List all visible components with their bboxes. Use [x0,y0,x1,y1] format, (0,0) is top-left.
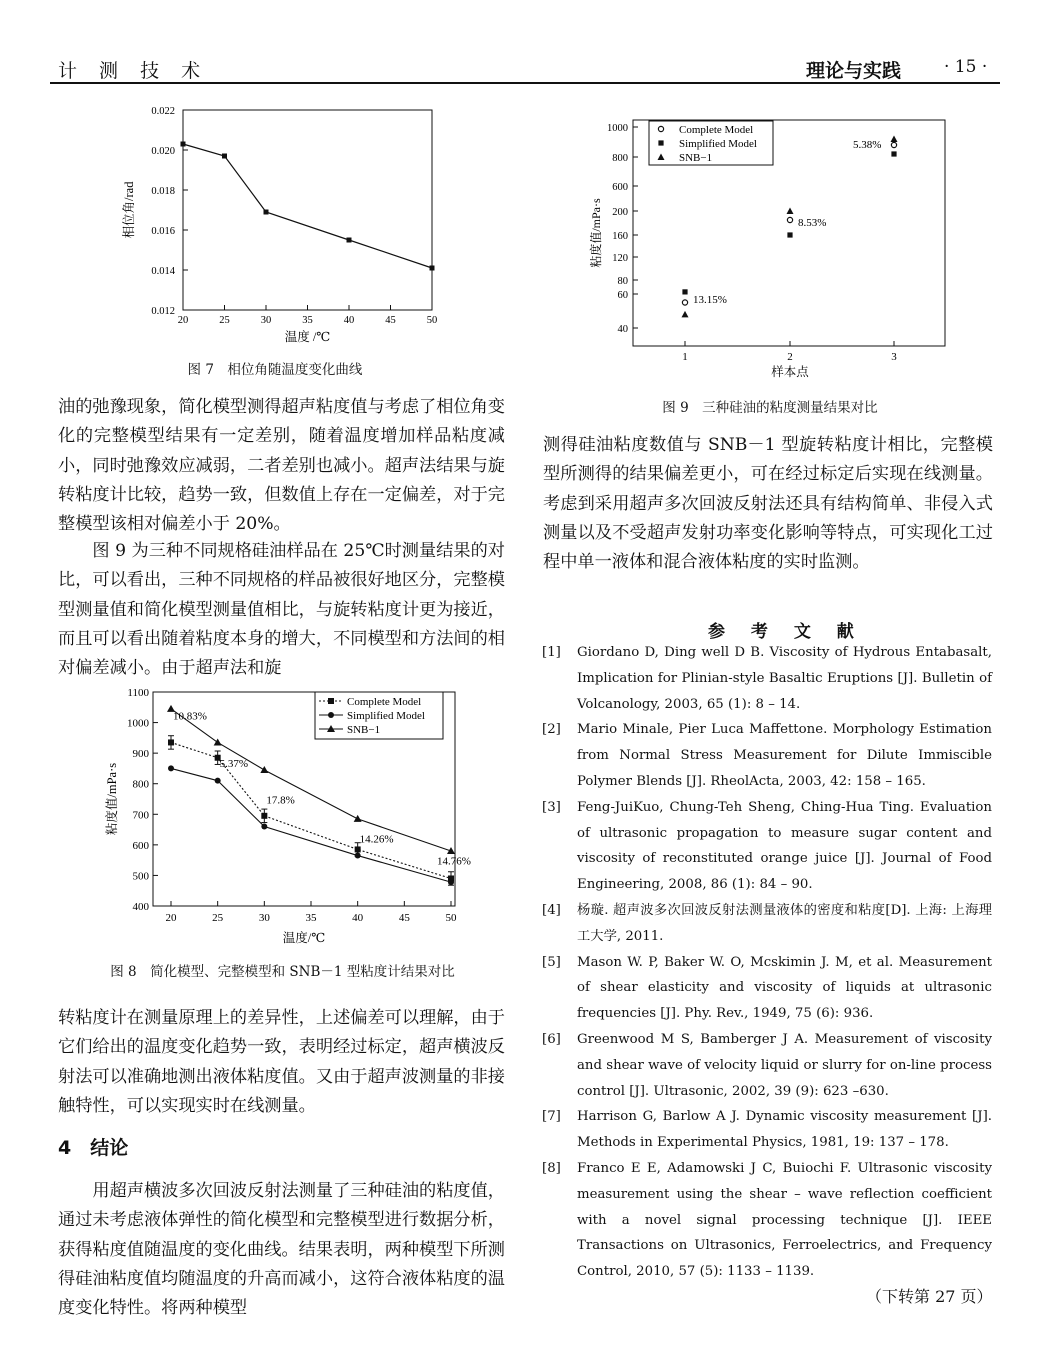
reference-item [542,898,992,950]
x-tick-label: 45 [398,912,410,924]
x-tick-label: 20 [177,315,189,326]
annotation-label: 5.37% [219,757,249,770]
x-tick-label: 30 [258,912,270,924]
series-line [171,742,451,878]
body-paragraph-right: 测得硅油粘度数值与 SNB－1 型旋转粘度计相比，完整模型所测得的结果偏差更小，可在经过标定后实现在线测量。考虑到采用超声多次回波反射法还具有结构简单、非侵入式测量以及不受超声发射功率变化影响等特点，可实现化工过程中单一液体和混合液体粘度的实时监测。 [543,435,993,573]
y-tick-label: 800 [132,778,149,791]
reference-text: Harrison G, Barlow A J. Dynamic viscosity measurement [J]. Methods in Experimental Physics, 1981, 19: 137 – 178. [577,1109,992,1151]
data-point [328,698,334,704]
annotation-label: 14.76% [437,855,471,868]
y-axis-label: 粘度值/mPa·s [589,198,603,268]
y-tick-label: 1100 [127,687,149,699]
y-axis-label: 相位角/rad [122,181,136,239]
x-tick-label: 30 [260,315,272,326]
y-tick-label: 60 [617,290,628,301]
data-point [682,311,689,318]
legend-label: Complete Model [347,696,422,708]
legend-label: Complete Model [679,124,754,136]
annotation-label: 14.26% [359,833,394,846]
y-tick-label: 0.012 [151,306,175,317]
annotation-label: 13.15% [693,294,727,306]
x-tick-label: 35 [305,912,317,924]
reference-number: [4] [542,902,561,918]
data-point [891,151,896,156]
references-heading: 参 考 文 献 [708,622,864,642]
x-tick-label: 50 [426,315,438,326]
y-tick-label: 120 [612,253,628,264]
reference-number: [1] [542,645,561,660]
body-paragraph-4: 用超声横波多次回波反射法测量了三种硅油的粘度值，通过未考虑液体弹性的简化模型和完整模型进行数据分析，获得粘度值随温度的变化曲线。结果表明，两种模型下所测得硅油粘度值均随温度的升高而减小，这符合液体粘度的温度变化特性。将两种模型 [58,1181,505,1319]
y-tick-label: 400 [132,901,149,913]
reference-number: [2] [542,722,561,738]
x-tick-label: 35 [302,315,313,326]
reference-item [542,640,992,717]
x-tick-label: 40 [343,315,355,326]
y-axis-label: 粘度值/mPa·s [105,762,119,836]
data-point [222,154,227,159]
reference-number: [5] [542,954,561,970]
legend-label: SNB−1 [679,152,713,164]
data-point [181,142,186,147]
reference-item [542,950,992,1027]
data-point [328,712,334,718]
data-point [215,778,221,784]
y-tick-label: 500 [132,870,149,883]
y-tick-label: 1000 [127,717,149,730]
plot-frame [183,110,432,310]
legend-label: Simplified Model [679,138,757,150]
y-tick-label: 800 [612,153,628,164]
data-point [787,232,792,237]
data-point [682,300,687,305]
x-axis-label: 温度/℃ [282,931,326,945]
figure-7-caption: 图 7 相位角随温度变化曲线 [187,362,363,378]
section-title: 理论与实践 [806,60,902,82]
y-tick-label: 600 [612,182,628,193]
body-paragraph-1: 油的弛豫现象，简化模型测得超声粘度值与考虑了相位角变化的完整模型结果有一定差别，随着温度增加样品粘度减小，同时弛豫效应减弱，二者差别也减小。超声法结果与旋转粘度计比较，趋势一致，但数值上存在一定偏差，对于完整模型该相对偏差小于 20%。 [58,397,505,535]
y-tick-label: 1000 [607,123,628,134]
reference-item [542,1027,992,1104]
reference-item [542,1104,992,1156]
data-point [682,289,687,294]
data-point [891,142,896,147]
data-point [354,815,362,822]
reference-item [542,1156,992,1285]
y-tick-label: 0.018 [151,186,175,197]
y-tick-label: 600 [132,839,149,852]
data-point [891,136,898,143]
figure-9-chart [585,110,955,382]
x-tick-label: 3 [891,351,897,363]
header-rule [50,82,1000,84]
y-tick-label: 0.014 [151,266,175,277]
y-tick-label: 700 [132,809,149,822]
y-tick-label: 40 [617,324,628,335]
data-point [168,765,174,771]
annotation-label: 10.83% [173,710,207,723]
x-tick-label: 1 [682,351,688,363]
body-paragraph-3: 转粘度计在测量原理上的差异性，上述偏差可以理解，由于它们给出的温度变化趋势一致，表明经过标定，超声横波反射法可以准确地测出液体粘度值。又由于超声波测量的非接触特性，可以实现实时在线测量。 [58,1008,505,1116]
x-tick-label: 45 [385,315,396,326]
figure-9-caption: 图 9 三种硅油的粘度测量结果对比 [662,400,878,416]
figure-7-chart [105,98,445,356]
legend-label: Simplified Model [347,710,425,722]
x-tick-label: 50 [445,912,457,924]
data-point [430,266,435,271]
reference-number: [6] [542,1031,561,1047]
page-number: · 15 · [944,57,988,77]
reference-item [542,795,992,898]
y-tick-label: 200 [612,207,628,218]
data-point [787,208,794,215]
reference-text: Greenwood M S, Bamberger J A. Measurement of viscosity and shear wave of velocity liquid or slurry for on-line process control [J]. Ultrasonic, 2002, 39 (9): 623 –630. [577,1031,992,1099]
figure-8-chart [90,680,480,948]
annotation-label: 17.8% [266,794,295,807]
journal-title: 计 测 技 术 [58,60,209,82]
data-point [658,126,663,131]
y-tick-label: 80 [617,276,628,287]
data-point [658,140,663,145]
x-tick-label: 25 [219,315,230,326]
annotation-label: 5.38% [853,139,882,151]
reference-text: Mario Minale, Pier Luca Maffettone. Morphology Estimation from Normal Stress Measurement for Dilute Immiscible Polymer Blends [J]. RheolActa, 2003, 42: 158 – 165. [577,722,992,789]
body-paragraph-2: 图 9 为三种不同规格硅油样品在 25℃时测量结果的对比，可以看出，三种不同规格的样品被很好地区分，完整模型测量值和简化模型测量值相比，与旋转粘度计更为接近，而且可以看出随着粘度本身的增大，不同模型和方法间的相对偏差减小。由于超声法和旋 [58,541,505,679]
data-point [214,738,222,745]
reference-text: Feng-JuiKuo, Chung-Teh Sheng, Ching-Hua Ting. Evaluation of ultrasonic propagation to measure sugar content and viscosity of reconstituted orange juice [J]. Journal of Food Engineering, 2008, 86 (1): 84 – 90. [577,799,992,893]
reference-text: Giordano D, Ding well D B. Viscosity of Hydrous Entabasalt, Implication for Plinian-style Basaltic Eruptions [J]. Bulletin of Volcanology, 2003, 65 (1): 8 – 14. [577,645,992,712]
x-axis-label: 温度 /℃ [284,330,331,344]
reference-text: 杨璇. 超声波多次回波反射法测量液体的密度和粘度[D]. 上海: 上海理工大学, 2011. [577,902,992,944]
data-point [787,217,792,222]
reference-number: [8] [542,1160,561,1176]
reference-text: Mason W. P, Baker W. O, Mcskimin J. M, et al. Measurement of shear elasticity and viscosity of liquids at ultrasonic frequencies [J]. Phy. Rev., 1949, 75 (6): 936. [577,954,992,1022]
figure-8-caption: 图 8 简化模型、完整模型和 SNB－1 型粘度计结果对比 [110,964,455,980]
y-tick-label: 900 [132,748,149,761]
reference-number: [3] [542,799,561,815]
data-line [183,144,432,268]
y-tick-label: 0.020 [151,146,175,157]
data-point [347,238,352,243]
x-tick-label: 20 [165,912,177,924]
data-point [260,766,268,773]
references-list [542,640,992,1285]
reference-text: Franco E E, Adamowski J C, Buiochi F. Ultrasonic viscosity measurement using the shear – wave reflection coefficient with a novel signal processing technique [J]. IEEE Transactions on Ultrasonics, Ferroelectrics, and Frequency Control, 2010, 57 (5): 1133 – 1139. [577,1160,992,1280]
y-tick-label: 160 [612,231,628,242]
data-point [264,210,269,215]
x-tick-label: 2 [787,351,793,363]
legend-label: SNB−1 [347,724,381,736]
annotation-label: 8.53% [798,217,827,229]
x-axis-label: 样本点 [771,365,809,379]
x-tick-label: 25 [212,912,224,924]
y-tick-label: 0.016 [151,226,175,237]
reference-number: [7] [542,1109,561,1125]
section-heading-conclusion: 4 结论 [58,1137,129,1159]
continued-note: （下转第 27 页） [866,1287,993,1306]
reference-item [542,717,992,794]
data-point [261,824,267,830]
y-tick-label: 0.022 [151,106,175,117]
x-tick-label: 40 [352,912,364,924]
